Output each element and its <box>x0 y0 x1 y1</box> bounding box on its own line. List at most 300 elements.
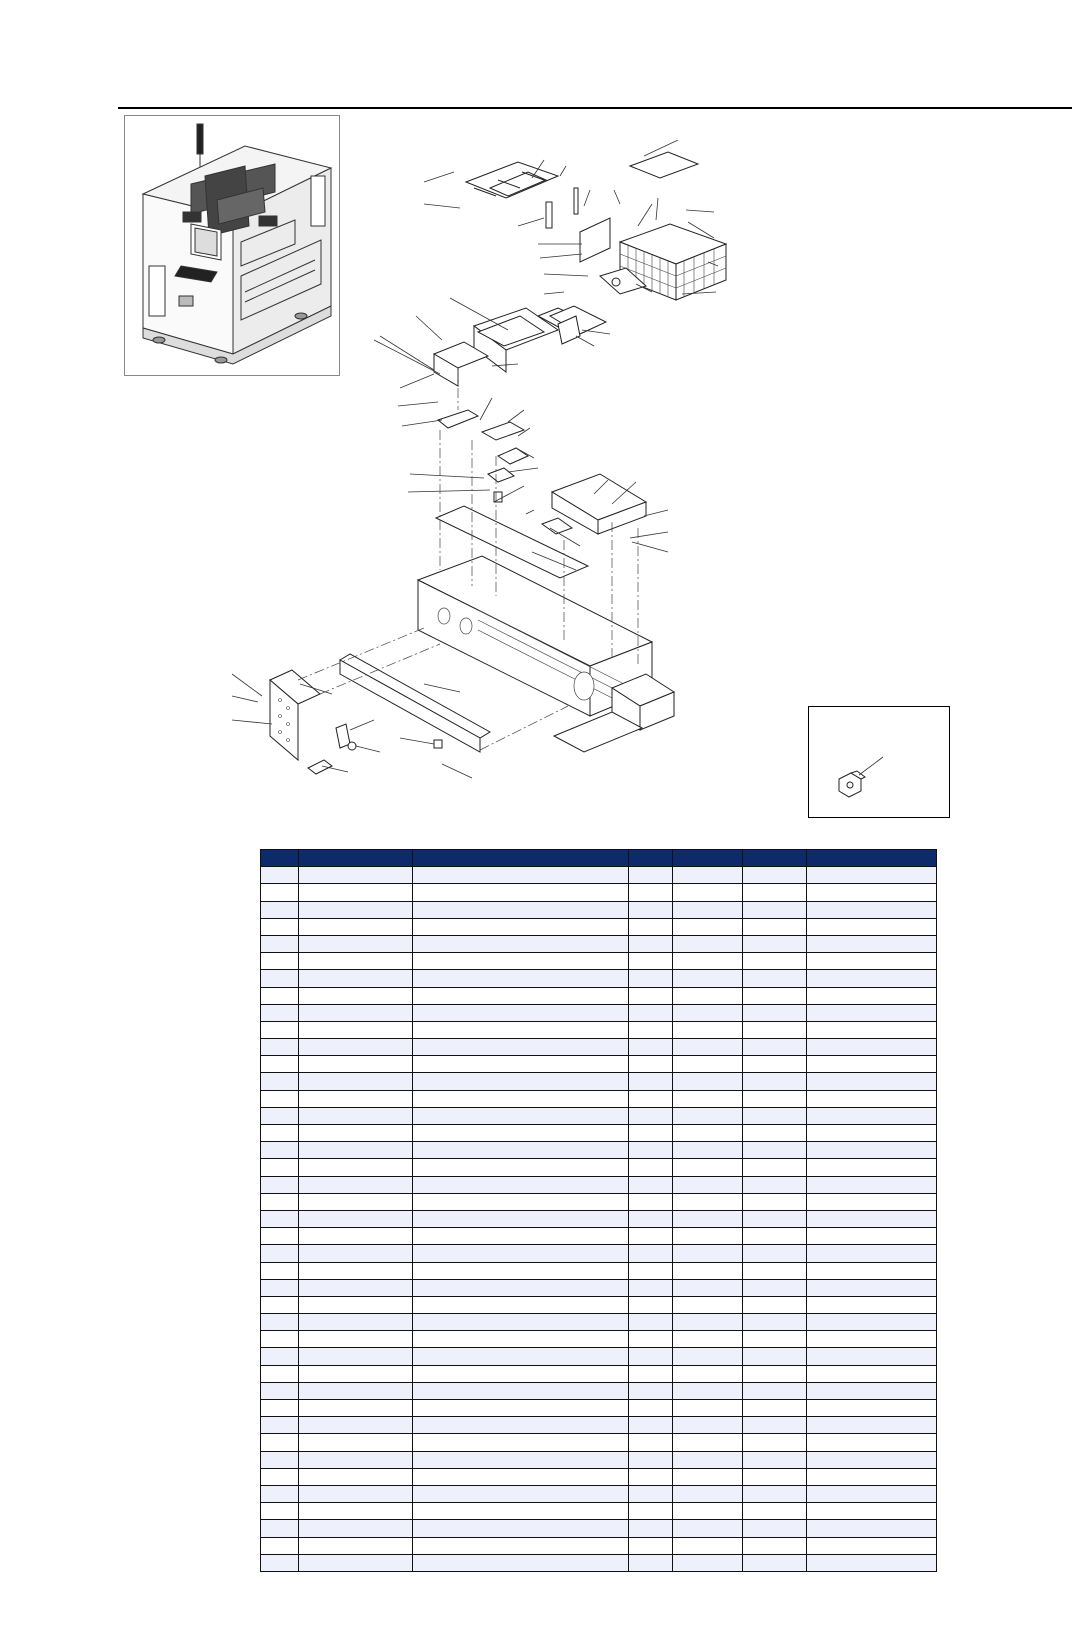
table-cell <box>413 1193 629 1210</box>
table-cell <box>743 1382 807 1399</box>
table-row <box>261 1537 937 1554</box>
table-cell <box>807 867 937 884</box>
table-cell <box>743 1090 807 1107</box>
table-cell <box>807 1296 937 1313</box>
table-cell <box>629 1348 673 1365</box>
table-cell <box>673 867 743 884</box>
table-cell <box>743 1210 807 1227</box>
table-cell <box>299 1159 413 1176</box>
exploded-assembly-drawing <box>228 140 848 820</box>
table-cell <box>299 1004 413 1021</box>
table-cell <box>673 1021 743 1038</box>
table-cell <box>743 1039 807 1056</box>
table-cell <box>299 901 413 918</box>
table-cell <box>629 1485 673 1502</box>
table-cell <box>673 1193 743 1210</box>
table-cell <box>629 1073 673 1090</box>
table-cell <box>413 1004 629 1021</box>
table-cell <box>629 1382 673 1399</box>
table-cell <box>673 953 743 970</box>
table-cell <box>299 884 413 901</box>
table-cell <box>413 1400 629 1417</box>
table-cell <box>413 1537 629 1554</box>
table-cell <box>807 1056 937 1073</box>
table-cell <box>299 987 413 1004</box>
table-cell <box>743 1365 807 1382</box>
table-cell <box>673 1039 743 1056</box>
table-cell <box>629 1417 673 1434</box>
table-cell <box>807 1348 937 1365</box>
table-cell <box>807 1554 937 1571</box>
table-cell <box>261 1537 299 1554</box>
table-cell <box>743 1279 807 1296</box>
table-cell <box>299 1228 413 1245</box>
table-row <box>261 935 937 952</box>
table-cell <box>413 901 629 918</box>
table-row <box>261 901 937 918</box>
table-row <box>261 953 937 970</box>
table-cell <box>629 1125 673 1142</box>
table-row <box>261 1021 937 1038</box>
table-cell <box>413 1090 629 1107</box>
table-cell <box>807 1142 937 1159</box>
table-row <box>261 867 937 884</box>
header-rule <box>118 107 1072 109</box>
table-cell <box>743 1485 807 1502</box>
table-row <box>261 1279 937 1296</box>
table-cell <box>261 1434 299 1451</box>
table-cell <box>673 1400 743 1417</box>
table-cell <box>743 1348 807 1365</box>
table-cell <box>261 1090 299 1107</box>
table-cell <box>299 1262 413 1279</box>
table-cell <box>743 1107 807 1124</box>
table-row <box>261 1417 937 1434</box>
table-row <box>261 1314 937 1331</box>
table-cell <box>743 1245 807 1262</box>
table-cell <box>807 1073 937 1090</box>
table-cell <box>261 1039 299 1056</box>
table-cell <box>673 1468 743 1485</box>
table-cell <box>629 935 673 952</box>
table-cell <box>673 1228 743 1245</box>
table-cell <box>413 884 629 901</box>
table-cell <box>629 1434 673 1451</box>
table-cell <box>413 1176 629 1193</box>
table-cell <box>629 850 673 867</box>
table-cell <box>261 1382 299 1399</box>
table-cell <box>807 1107 937 1124</box>
table-cell <box>673 884 743 901</box>
table-cell <box>413 1073 629 1090</box>
table-cell <box>261 987 299 1004</box>
table-cell <box>673 1485 743 1502</box>
table-cell <box>629 1056 673 1073</box>
table-cell <box>299 1193 413 1210</box>
table-cell <box>413 1039 629 1056</box>
table-cell <box>261 1159 299 1176</box>
table-row <box>261 1382 937 1399</box>
table-cell <box>629 1331 673 1348</box>
table-cell <box>299 1400 413 1417</box>
table-cell <box>807 1485 937 1502</box>
table-cell <box>629 1210 673 1227</box>
table-cell <box>413 1021 629 1038</box>
table-cell <box>299 1382 413 1399</box>
table-cell <box>673 1314 743 1331</box>
table-row <box>261 1554 937 1571</box>
table-cell <box>743 1520 807 1537</box>
table-cell <box>413 970 629 987</box>
table-cell <box>629 1004 673 1021</box>
table-cell <box>807 1159 937 1176</box>
table-cell <box>413 1279 629 1296</box>
table-cell <box>629 1107 673 1124</box>
exploded-assembly-figure <box>228 140 848 820</box>
table-cell <box>261 901 299 918</box>
table-cell <box>807 901 937 918</box>
table-cell <box>743 1468 807 1485</box>
table-cell <box>743 1434 807 1451</box>
table-cell <box>299 1142 413 1159</box>
table-row <box>261 1451 937 1468</box>
table-cell <box>299 1056 413 1073</box>
table-cell <box>413 1159 629 1176</box>
table-cell <box>629 1159 673 1176</box>
table-cell <box>261 1520 299 1537</box>
table-cell <box>413 850 629 867</box>
table-cell <box>743 1073 807 1090</box>
table-cell <box>807 1193 937 1210</box>
table-cell <box>673 1503 743 1520</box>
table-cell <box>413 918 629 935</box>
table-cell <box>673 1142 743 1159</box>
table-cell <box>413 1554 629 1571</box>
table-row <box>261 1262 937 1279</box>
table-cell <box>299 1503 413 1520</box>
table-cell <box>261 1107 299 1124</box>
table-cell <box>299 1485 413 1502</box>
table-cell <box>413 1107 629 1124</box>
table-cell <box>629 1176 673 1193</box>
table-cell <box>743 1537 807 1554</box>
table-cell <box>743 1176 807 1193</box>
table-cell <box>673 1159 743 1176</box>
table-cell <box>673 1296 743 1313</box>
table-cell <box>743 1125 807 1142</box>
table-cell <box>807 1090 937 1107</box>
table-cell <box>299 1348 413 1365</box>
table-cell <box>673 1451 743 1468</box>
table-cell <box>743 1417 807 1434</box>
table-row <box>261 1056 937 1073</box>
table-cell <box>299 1468 413 1485</box>
table-cell <box>743 1400 807 1417</box>
table-cell <box>413 1245 629 1262</box>
table-row <box>261 987 937 1004</box>
table-cell <box>629 1039 673 1056</box>
table-cell <box>629 970 673 987</box>
table-cell <box>413 1296 629 1313</box>
table-cell <box>261 1348 299 1365</box>
table-cell <box>629 918 673 935</box>
table-cell <box>299 1073 413 1090</box>
table-cell <box>743 987 807 1004</box>
table-cell <box>807 1503 937 1520</box>
table-cell <box>261 1245 299 1262</box>
table-cell <box>673 1348 743 1365</box>
table-row <box>261 1228 937 1245</box>
table-cell <box>629 987 673 1004</box>
table-row <box>261 1331 937 1348</box>
table-row <box>261 1193 937 1210</box>
table-cell <box>261 1365 299 1382</box>
table-cell <box>413 1314 629 1331</box>
table-row <box>261 1520 937 1537</box>
table-cell <box>261 1485 299 1502</box>
table-cell <box>299 1107 413 1124</box>
table-cell <box>261 850 299 867</box>
table-cell <box>743 1503 807 1520</box>
table-cell <box>629 1245 673 1262</box>
table-row <box>261 1004 937 1021</box>
table-cell <box>743 884 807 901</box>
table-cell <box>413 1056 629 1073</box>
table-cell <box>629 1451 673 1468</box>
table-row <box>261 970 937 987</box>
table-cell <box>261 1262 299 1279</box>
table-cell <box>673 1279 743 1296</box>
table-row <box>261 1176 937 1193</box>
table-cell <box>807 970 937 987</box>
table-cell <box>413 1468 629 1485</box>
table-cell <box>299 1314 413 1331</box>
table-cell <box>629 1365 673 1382</box>
table-cell <box>673 850 743 867</box>
table-cell <box>261 1021 299 1038</box>
table-cell <box>413 1262 629 1279</box>
table-cell <box>807 1382 937 1399</box>
table-row <box>261 1142 937 1159</box>
table-cell <box>261 1451 299 1468</box>
table-cell <box>807 1021 937 1038</box>
table-cell <box>629 1520 673 1537</box>
table-cell <box>807 850 937 867</box>
table-row <box>261 918 937 935</box>
table-cell <box>261 1176 299 1193</box>
table-cell <box>413 987 629 1004</box>
table-cell <box>807 1331 937 1348</box>
table-cell <box>413 1382 629 1399</box>
table-cell <box>261 1400 299 1417</box>
table-cell <box>673 1537 743 1554</box>
table-row <box>261 1107 937 1124</box>
table-cell <box>807 884 937 901</box>
table-cell <box>673 1125 743 1142</box>
table-cell <box>413 1348 629 1365</box>
table-cell <box>673 1382 743 1399</box>
table-cell <box>673 918 743 935</box>
table-cell <box>261 1073 299 1090</box>
table-cell <box>629 1142 673 1159</box>
table-cell <box>807 1537 937 1554</box>
table-cell <box>299 1537 413 1554</box>
table-cell <box>743 1262 807 1279</box>
table-row <box>261 1245 937 1262</box>
detail-inset-figure <box>808 706 950 818</box>
table-row <box>261 1348 937 1365</box>
table-cell <box>743 1331 807 1348</box>
table-cell <box>629 1314 673 1331</box>
table-cell <box>743 1004 807 1021</box>
table-row <box>261 1434 937 1451</box>
table-cell <box>413 1503 629 1520</box>
table-cell <box>413 1228 629 1245</box>
table-cell <box>743 850 807 867</box>
table-cell <box>299 1176 413 1193</box>
table-row <box>261 1485 937 1502</box>
table-cell <box>807 1314 937 1331</box>
table-row <box>261 1365 937 1382</box>
table-cell <box>673 935 743 952</box>
table-cell <box>261 1331 299 1348</box>
table-cell <box>299 1279 413 1296</box>
table-cell <box>743 935 807 952</box>
table-cell <box>413 1417 629 1434</box>
table-cell <box>261 1210 299 1227</box>
table-cell <box>673 1520 743 1537</box>
table-cell <box>743 1142 807 1159</box>
table-row <box>261 1090 937 1107</box>
table-cell <box>673 1331 743 1348</box>
table-row <box>261 1125 937 1142</box>
table-cell <box>807 1468 937 1485</box>
table-cell <box>261 1314 299 1331</box>
table-cell <box>413 1210 629 1227</box>
table-cell <box>743 901 807 918</box>
table-cell <box>673 1004 743 1021</box>
table-cell <box>673 1262 743 1279</box>
table-cell <box>629 1468 673 1485</box>
table-cell <box>413 867 629 884</box>
table-cell <box>299 867 413 884</box>
table-cell <box>807 1365 937 1382</box>
table-cell <box>673 970 743 987</box>
table-cell <box>629 1537 673 1554</box>
table-cell <box>629 1090 673 1107</box>
table-cell <box>261 1279 299 1296</box>
table-cell <box>299 1125 413 1142</box>
table-cell <box>299 1554 413 1571</box>
table-cell <box>743 867 807 884</box>
table-cell <box>413 1142 629 1159</box>
table-cell <box>261 1417 299 1434</box>
parts-list-table <box>260 849 937 1572</box>
table-cell <box>807 1451 937 1468</box>
table-cell <box>629 1296 673 1313</box>
table-cell <box>743 1554 807 1571</box>
table-cell <box>743 1314 807 1331</box>
table-cell <box>673 1056 743 1073</box>
table-cell <box>673 1554 743 1571</box>
table-cell <box>743 1056 807 1073</box>
table-cell <box>807 1434 937 1451</box>
table-cell <box>299 935 413 952</box>
table-cell <box>413 1451 629 1468</box>
table-cell <box>299 1331 413 1348</box>
table-cell <box>629 953 673 970</box>
table-cell <box>261 970 299 987</box>
table-cell <box>413 1434 629 1451</box>
table-cell <box>673 1245 743 1262</box>
table-row <box>261 1159 937 1176</box>
bracket-detail-drawing <box>809 707 949 817</box>
table-cell <box>299 1210 413 1227</box>
table-cell <box>299 918 413 935</box>
table-cell <box>261 1142 299 1159</box>
table-cell <box>299 970 413 987</box>
table-cell <box>673 1210 743 1227</box>
table-cell <box>299 1245 413 1262</box>
table-cell <box>299 1434 413 1451</box>
table-cell <box>261 1004 299 1021</box>
table-header-row <box>261 850 937 867</box>
table-cell <box>807 953 937 970</box>
table-row <box>261 1296 937 1313</box>
table-cell <box>807 1400 937 1417</box>
table-cell <box>629 1400 673 1417</box>
table-cell <box>629 1021 673 1038</box>
table-cell <box>261 867 299 884</box>
table-cell <box>261 953 299 970</box>
table-cell <box>807 1417 937 1434</box>
table-cell <box>299 1039 413 1056</box>
table-cell <box>299 1021 413 1038</box>
table-cell <box>807 1210 937 1227</box>
table-cell <box>807 1228 937 1245</box>
table-cell <box>807 918 937 935</box>
table-cell <box>807 1176 937 1193</box>
table-cell <box>807 1039 937 1056</box>
parts-list-body <box>261 850 937 1572</box>
table-row <box>261 1210 937 1227</box>
table-cell <box>413 1331 629 1348</box>
table-cell <box>299 850 413 867</box>
table-cell <box>673 1434 743 1451</box>
table-cell <box>807 1279 937 1296</box>
table-cell <box>629 1262 673 1279</box>
table-cell <box>673 1417 743 1434</box>
table-cell <box>299 1365 413 1382</box>
table-cell <box>261 1056 299 1073</box>
table-cell <box>743 1021 807 1038</box>
table-cell <box>673 1365 743 1382</box>
table-cell <box>807 987 937 1004</box>
table-cell <box>261 1468 299 1485</box>
table-cell <box>413 1365 629 1382</box>
table-cell <box>629 1554 673 1571</box>
table-cell <box>629 1193 673 1210</box>
table-cell <box>673 901 743 918</box>
table-cell <box>743 953 807 970</box>
table-cell <box>261 884 299 901</box>
table-cell <box>807 935 937 952</box>
table-cell <box>807 1004 937 1021</box>
table-cell <box>261 1125 299 1142</box>
table-cell <box>743 1451 807 1468</box>
table-cell <box>807 1262 937 1279</box>
table-cell <box>261 1554 299 1571</box>
